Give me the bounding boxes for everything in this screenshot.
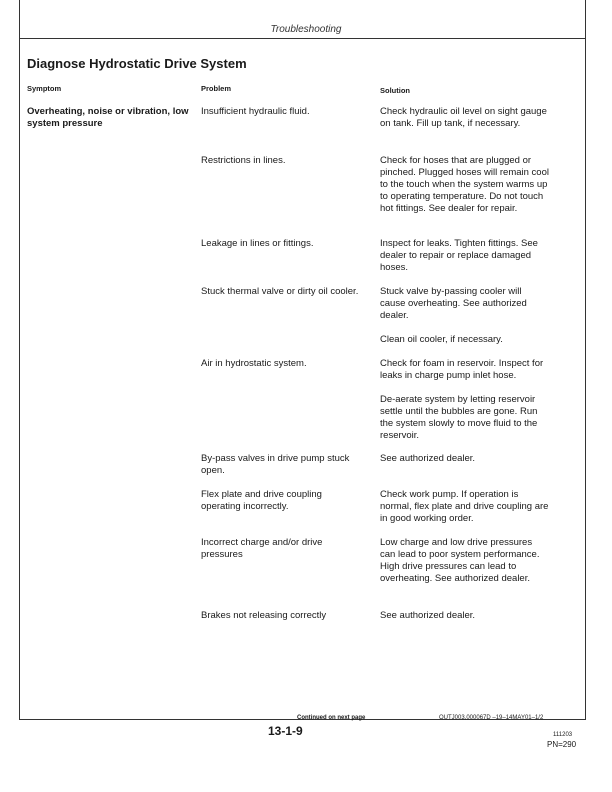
column-header-symptom: Symptom bbox=[27, 84, 62, 93]
column-header-solution: Solution bbox=[380, 86, 410, 95]
problem-text: By-pass valves in drive pump stuck open. bbox=[201, 453, 350, 476]
right-border bbox=[585, 0, 586, 720]
symptom-text: Overheating, noise or vibration, low system pressure bbox=[27, 106, 189, 129]
document-reference: OUTJ003,000067D –19–14MAY01–1/2 bbox=[439, 715, 544, 721]
solution-text: See authorized dealer. bbox=[380, 610, 476, 621]
print-code: 111203 bbox=[553, 732, 573, 738]
problem-text: Restrictions in lines. bbox=[201, 155, 286, 166]
solution-text: Check for hoses that are plugged or pinched. Plugged hoses will remain cool to the touch when the system warms up to operating temperature. Do not touch hot fittings. See dealer for repair. bbox=[380, 155, 549, 214]
problem-text: Air in hydrostatic system. bbox=[201, 358, 307, 369]
problem-text: Insufficient hydraulic fluid. bbox=[201, 106, 310, 117]
problem-text: Incorrect charge and/or drive pressures bbox=[201, 537, 323, 560]
section-title: Diagnose Hydrostatic Drive System bbox=[27, 56, 247, 71]
solution-text: Check for foam in reservoir. Inspect for leaks in charge pump inlet hose. bbox=[380, 358, 544, 381]
solution-text: See authorized dealer. bbox=[380, 453, 476, 464]
problem-text: Leakage in lines or fittings. bbox=[201, 238, 314, 249]
problem-text: Brakes not releasing correctly bbox=[201, 610, 327, 621]
page-header-title: Troubleshooting bbox=[270, 24, 342, 35]
solution-text: Clean oil cooler, if necessary. bbox=[380, 334, 503, 345]
solution-text: Check hydraulic oil level on sight gauge on tank. Fill up tank, if necessary. bbox=[380, 106, 547, 129]
solution-text: Inspect for leaks. Tighten fittings. See dealer to repair or replace damaged hoses. bbox=[380, 238, 538, 273]
problem-text: Flex plate and drive coupling operating incorrectly. bbox=[201, 489, 322, 512]
solution-text: De-aerate system by letting reservoir settle until the bubbles are gone. Run the system slowly to move fluid to the reservoir. bbox=[380, 394, 538, 441]
left-border bbox=[19, 0, 20, 720]
solution-text: Stuck valve by-passing cooler will cause overheating. See authorized dealer. bbox=[380, 286, 527, 321]
problem-text: Stuck thermal valve or dirty oil cooler. bbox=[201, 286, 359, 297]
continued-note: Continued on next page bbox=[297, 715, 366, 721]
header-rule bbox=[19, 38, 586, 39]
column-header-problem: Problem bbox=[201, 84, 232, 93]
solution-text: Low charge and low drive pressures can lead to poor system performance. High drive pressures can lead to overheating. See authorized dealer. bbox=[380, 537, 540, 584]
pn-number: PN=290 bbox=[547, 740, 577, 749]
solution-text: Check work pump. If operation is normal, flex plate and drive coupling are in good working order. bbox=[380, 489, 549, 524]
page-number: 13-1-9 bbox=[268, 724, 303, 738]
